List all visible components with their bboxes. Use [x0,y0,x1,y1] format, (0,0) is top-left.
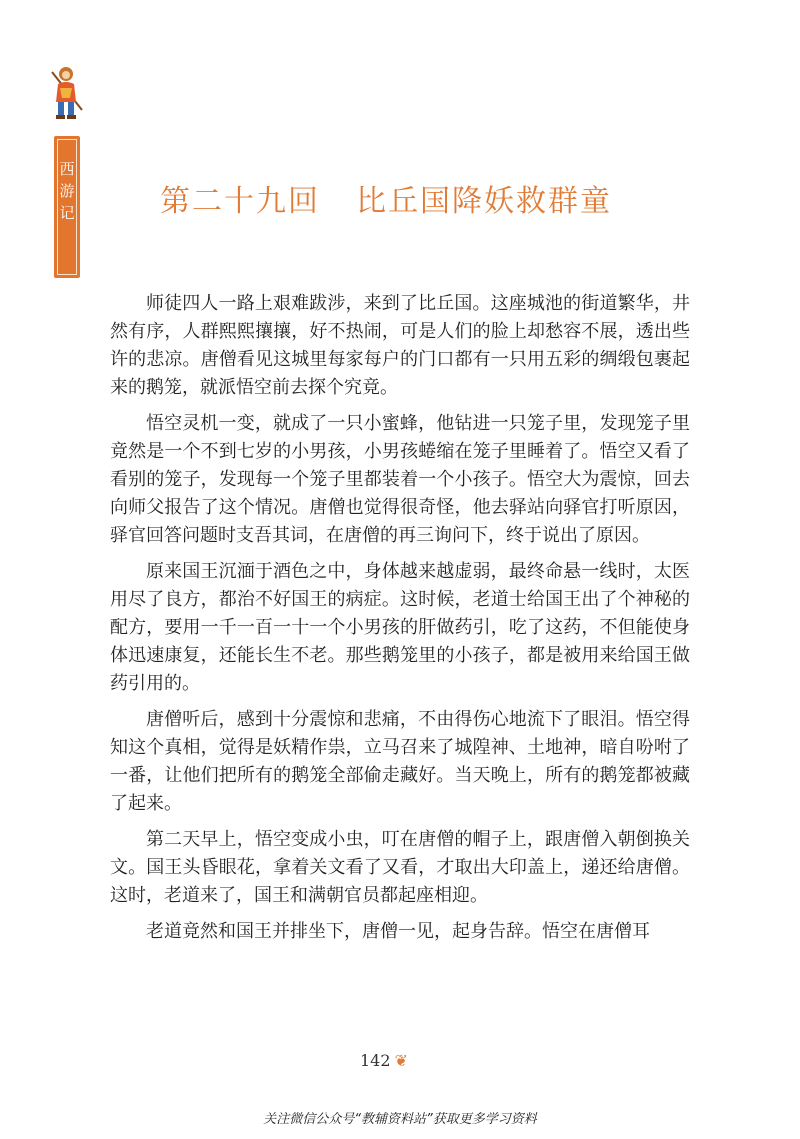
book-title-char: 游 [59,182,75,200]
page-number [360,1051,480,1070]
chapter-name: 比丘国降妖救群童 [356,184,612,219]
chapter-title [160,176,680,220]
paragraph: 第二天早上，悟空变成小虫，叮在唐僧的帽子上，跟唐僧入朝倒换关文。国王头昏眼花，拿着关文看了又看，才取出大印盖上，递还给唐僧。这时，老道来了，国王和满朝官员都起座相迎。 [110,829,690,906]
book-title-char: 记 [59,204,75,222]
page-number-text: 142 [360,1051,391,1070]
book-title-tag [54,136,80,278]
book-title-char: 西 [59,160,75,178]
paragraph: 原来国王沉湎于酒色之中，身体越来越虚弱，最终命悬一线时，太医用尽了良方，都治不好国王的病症。这时候，老道士给国王出了个神秘的配方，要用一千一百一十一个小男孩的肝做药引，吃了这药，不但能使身体迅速康复，还能长生不老。那些鹅笼里的小孩子，都是被用来给国王做药引用的。 [110,561,690,694]
leaf-ornament-icon: ❦ [394,1051,408,1070]
footer-note: 关注微信公众号“教辅资料站”获取更多学习资料 [263,1112,537,1127]
chapter-number: 第二十九回 [160,184,320,219]
paragraph: 悟空灵机一变，就成了一只小蜜蜂，他钻进一只笼子里，发现笼子里竟然是一个不到七岁的小男孩，小男孩蜷缩在笼子里睡着了。悟空又看了看别的笼子，发现每一个笼子里都装着一个小孩子。悟空大为震惊，回去向师父报告了这个情况。唐僧也觉得很奇怪，他去驿站向驿官打听原因，驿官回答问题时支吾其词，在唐僧的再三询问下，终于说出了原因。 [110,413,690,546]
paragraph: 唐僧听后，感到十分震惊和悲痛，不由得伤心地流下了眼泪。悟空得知这个真相，觉得是妖精作祟，立马召来了城隍神、土地神，暗自吩咐了一番，让他们把所有的鹅笼全部偷走藏好。当天晚上，所有的鹅笼都被藏了起来。 [110,709,690,814]
monkey-king-icon [46,58,86,128]
paragraph: 老道竟然和国王并排坐下，唐僧一见，起身告辞。悟空在唐僧耳 [146,921,650,942]
paragraph: 师徒四人一路上艰难跋涉，来到了比丘国。这座城池的街道繁华，井然有序，人群熙熙攘攘，好不热闹，可是人们的脸上却愁容不展，透出些许的悲凉。唐僧看见这城里每家每户的门口都有一只用五彩的绸缎包裹起来的鹅笼，就派悟空前去探个究竟。 [110,293,690,398]
chapter-body [110,290,690,954]
